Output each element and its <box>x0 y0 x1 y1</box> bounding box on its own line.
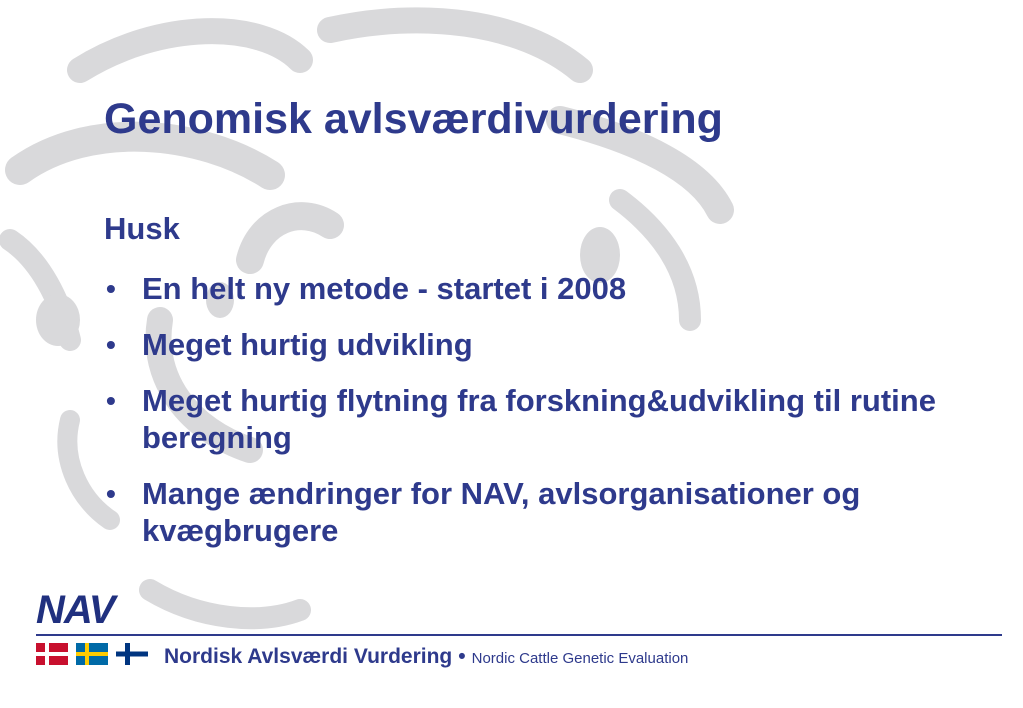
nav-logo: NAV <box>36 588 115 632</box>
sweden-flag-icon <box>76 643 108 665</box>
list-item <box>104 475 964 549</box>
list-item <box>104 382 964 456</box>
bullet-marker: • <box>106 329 116 360</box>
footer-caption <box>164 645 688 671</box>
org-english-name: Nordic Cattle Genetic Evaluation <box>471 650 689 667</box>
finland-flag-icon <box>116 643 148 665</box>
bullet-marker: • <box>106 273 116 304</box>
footer-divider <box>36 634 1002 636</box>
bullet-text: En helt ny metode - startet i 2008 <box>142 271 627 306</box>
bullet-list <box>104 270 964 568</box>
bullet-text: Mange ændringer for NAV, avlsorganisationer og kvægbrugere <box>142 476 861 548</box>
slide-title: Genomisk avlsværdivurdering <box>104 95 723 143</box>
slide-subheading: Husk <box>104 211 180 246</box>
footer-separator: • <box>458 645 466 668</box>
bullet-text: Meget hurtig udvikling <box>142 327 473 362</box>
bullet-marker: • <box>106 478 116 509</box>
denmark-flag-icon <box>36 643 68 665</box>
org-name: Nordisk Avlsværdi Vurdering <box>164 645 453 668</box>
list-item <box>104 326 964 363</box>
bullet-text: Meget hurtig flytning fra forskning&udvikling til rutine beregning <box>142 383 936 455</box>
bullet-marker: • <box>106 385 116 416</box>
list-item <box>104 270 964 307</box>
